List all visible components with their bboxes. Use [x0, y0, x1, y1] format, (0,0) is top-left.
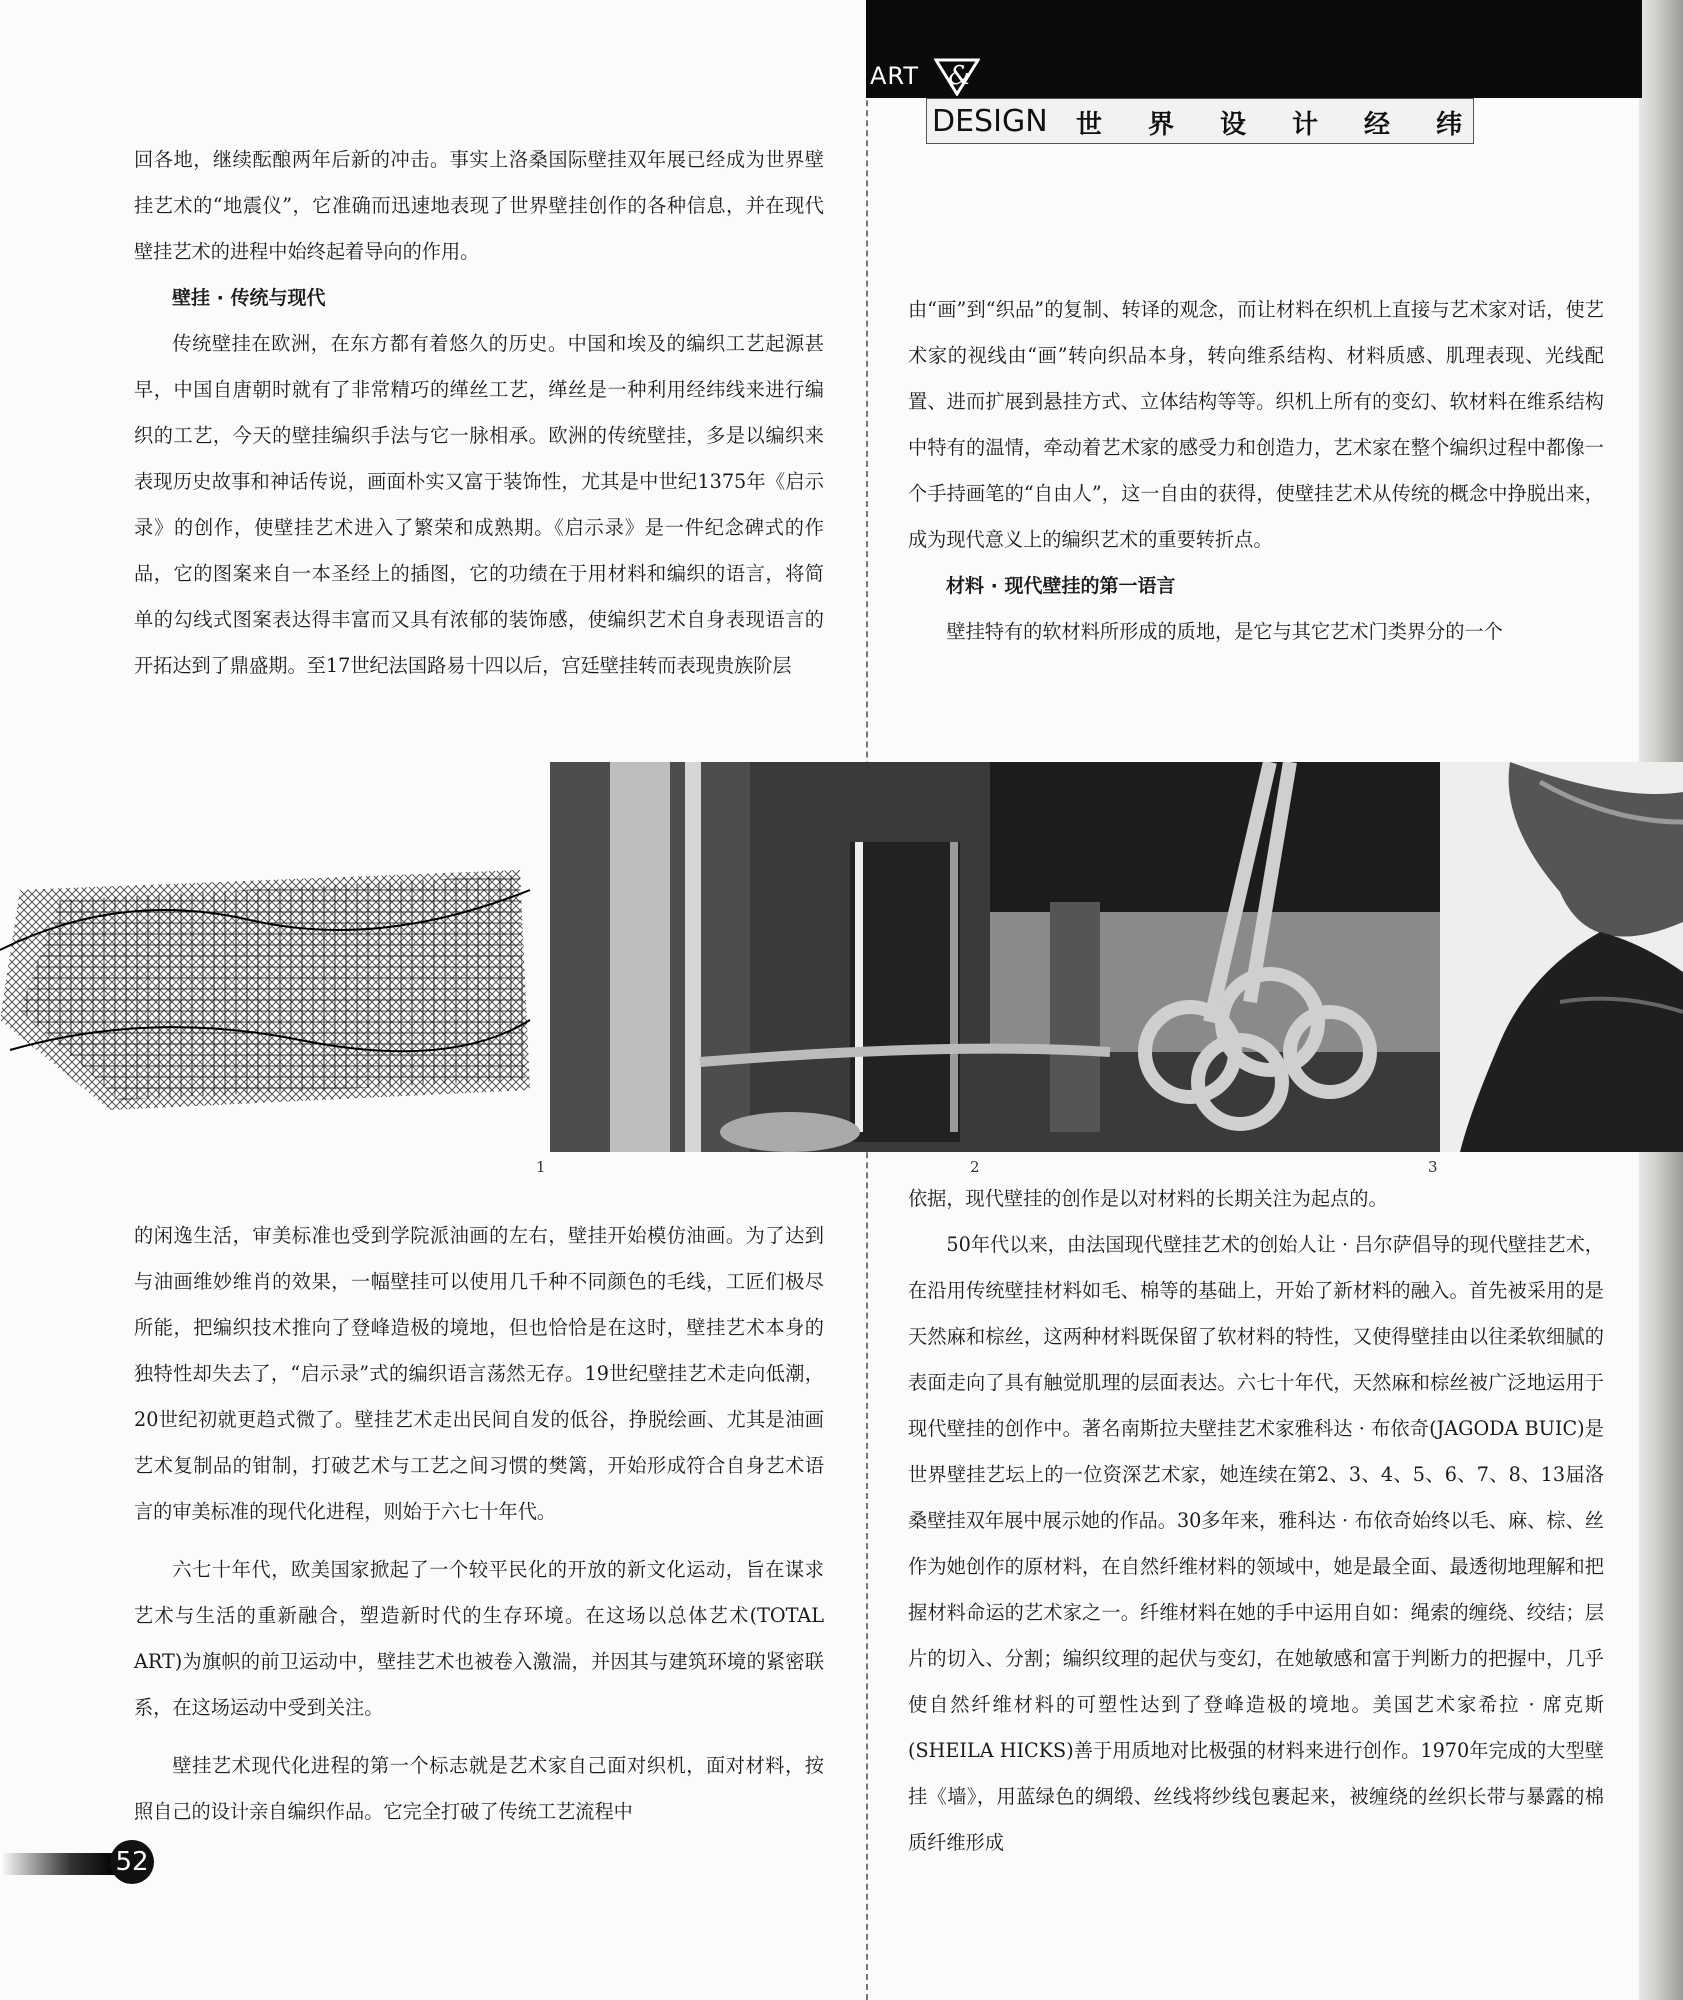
paragraph: 壁挂艺术现代化进程的第一个标志就是艺术家自己面对织机，面对材料，按照自己的设计亲自编织作品。它完全打破了传统工艺流程中 — [134, 1754, 824, 1823]
right-column-top — [908, 287, 1604, 655]
page-number-bar — [0, 1853, 118, 1875]
photo-installation — [550, 762, 1440, 1152]
header-art-text: ART — [870, 62, 920, 90]
header-section-title: 世界设计经纬 — [1076, 110, 1509, 140]
paragraph: 壁挂特有的软材料所形成的质地，是它与其它艺术门类界分的一个 — [946, 620, 1503, 643]
installation-image — [550, 762, 1440, 1152]
paragraph: 传统壁挂在欧洲，在东方都有着悠久的历史。中国和埃及的编织工艺起源甚早，中国自唐朝时就有了非常精巧的缂丝工艺，缂丝是一种利用经纬线来进行编织的工艺，今天的壁挂编织手法与它一脉相承。欧洲的传统壁挂，多是以编织来表现历史故事和神话传说，画面朴实又富于装饰性，尤其是中世纪1375年《启示录》的创作，使壁挂艺术进入了繁荣和成熟期。《启示录》是一件纪念碑式的作品，它的图案来自一本圣经上的插图，它的功绩在于用材料和编织的语言，将简单的勾线式图案表达得丰富而又具有浓郁的装饰感，使编织艺术自身表现语言的开拓达到了鼎盛期。至17世纪法国路易十四以后，宫廷壁挂转而表现贵族阶层 — [134, 332, 824, 677]
caption-number: 2 — [970, 1158, 980, 1176]
photo-textile-sculpture — [1440, 762, 1683, 1152]
section-heading: 壁挂 · 传统与现代 — [172, 287, 326, 309]
paragraph: 的闲逸生活，审美标准也受到学院派油画的左右，壁挂开始模仿油画。为了达到与油画维妙维肖的效果，一幅壁挂可以使用几千种不同颜色的毛线，工匠们极尽所能，把编织技术推向了登峰造极的境地，但也恰恰是在这时，壁挂艺术本身的独特性却失去了，“启示录”式的编织语言荡然无存。19世纪壁挂艺术走向低潮，20世纪初就更趋式微了。壁挂艺术走出民间自发的低谷，挣脱绘画、尤其是油画艺术复制品的钳制，打破艺术与工艺之间习惯的樊篱，开始形成符合自身艺术语言的审美标准的现代化进程，则始于六七十年代。 — [134, 1224, 824, 1523]
grid-sculpture-image — [0, 830, 540, 1130]
ampersand-logo-icon — [934, 56, 980, 96]
photo-grid-sculpture — [0, 830, 540, 1130]
paragraph: 依据，现代壁挂的创作是以对材料的长期关注为起点的。 — [908, 1187, 1388, 1210]
left-column-bottom — [134, 1213, 824, 1835]
header-design-text: DESIGN — [932, 104, 1048, 139]
left-column-top — [134, 137, 824, 689]
paragraph: 六七十年代，欧美国家掀起了一个较平民化的开放的新文化运动，旨在谋求艺术与生活的重新融合，塑造新时代的生存环境。在这场以总体艺术(TOTAL ART)为旗帜的前卫运动中，壁挂艺术也被卷入激湍，并因其与建筑环境的紧密联系，在这场运动中受到关注。 — [134, 1558, 824, 1719]
paragraph: 回各地，继续酝酿两年后新的冲击。事实上洛桑国际壁挂双年展已经成为世界壁挂艺术的“地震仪”，它准确而迅速地表现了世界壁挂创作的各种信息，并在现代壁挂艺术的进程中始终起着导向的作用。 — [134, 148, 824, 263]
page-number: 52 — [110, 1840, 154, 1884]
caption-number: 3 — [1428, 1158, 1438, 1176]
section-header — [866, 0, 1642, 140]
textile-sculpture-image — [1440, 762, 1683, 1152]
paragraph: 50年代以来，由法国现代壁挂艺术的创始人让 · 吕尔萨倡导的现代壁挂艺术，在沿用传统壁挂材料如毛、棉等的基础上，开始了新材料的融入。首先被采用的是天然麻和棕丝，这两种材料既保留了软材料的特性，又使得壁挂由以往柔软细腻的表面走向了具有触觉肌理的层面表达。六七十年代，天然麻和棕丝被广泛地运用于现代壁挂的创作中。著名南斯拉夫壁挂艺术家雅科达 · 布依奇(JAGODA BUIC)是世界壁挂艺坛上的一位资深艺术家，她连续在第2、3、4、5、6、7、8、13届洛桑壁挂双年展中展示她的作品。30多年来，雅科达 · 布依奇始终以毛、麻、棕、丝作为她创作的原材料，在自然纤维材料的领域中，她是最全面、最透彻地理解和把握材料命运的艺术家之一。纤维材料在她的手中运用自如：绳索的缠绕、绞结；层片的切入、分割；编织纹理的起伏与变幻，在她敏感和富于判断力的把握中，几乎使自然纤维材料的可塑性达到了登峰造极的境地。美国艺术家希拉 · 席克斯(SHEILA HICKS)善于用质地对比极强的材料来进行创作。1970年完成的大型壁挂《墙》，用蓝绿色的绸缎、丝线将纱线包裹起来，被缠绕的丝织长带与暴露的棉质纤维形成 — [908, 1233, 1604, 1854]
svg-text:&: & — [948, 61, 972, 91]
header-black-band — [866, 0, 1642, 98]
section-heading: 材料 · 现代壁挂的第一语言 — [946, 575, 1176, 597]
right-column-bottom — [908, 1176, 1604, 1866]
caption-number: 1 — [536, 1158, 546, 1176]
paragraph: 由“画”到“织品”的复制、转译的观念，而让材料在织机上直接与艺术家对话，使艺术家的视线由“画”转向织品本身，转向维系结构、材料质感、肌理表现、光线配置、进而扩展到悬挂方式、立体结构等等。织机上所有的变幻、软材料在维系结构中特有的温情，牵动着艺术家的感受力和创造力，艺术家在整个编织过程中都像一个手持画笔的“自由人”，这一自由的获得，使壁挂艺术从传统的概念中挣脱出来，成为现代意义上的编织艺术的重要转折点。 — [908, 298, 1604, 551]
